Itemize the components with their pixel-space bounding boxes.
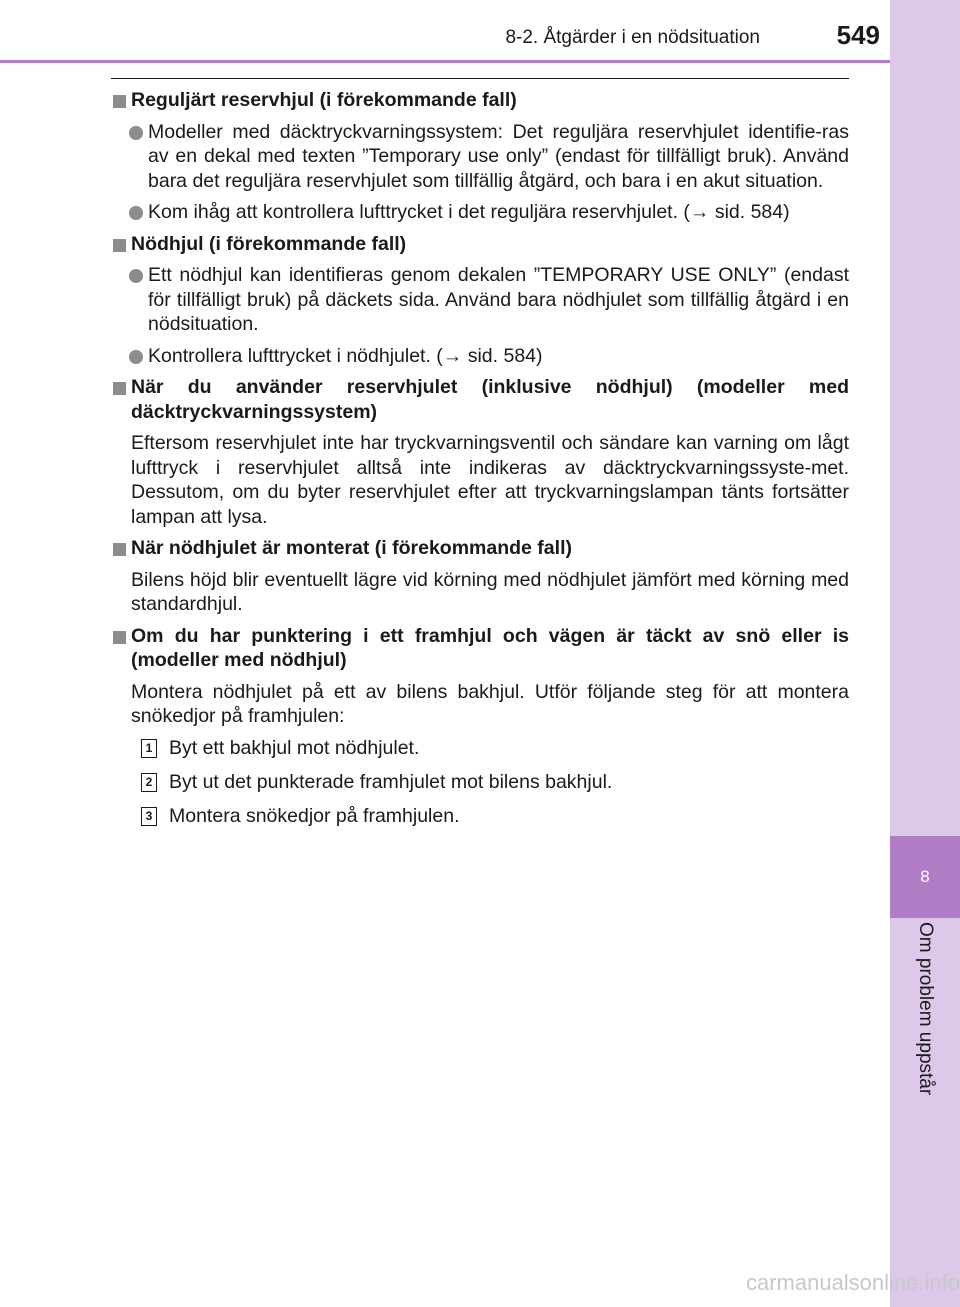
section-heading: Nödhjul (i förekommande fall) xyxy=(111,232,849,257)
section-paragraph: Bilens höjd blir eventuellt lägre vid körning med nödhjulet jämfört med körning med standardhjul. xyxy=(131,568,849,615)
step-number-box: 3 xyxy=(141,807,157,826)
page-number: 549 xyxy=(836,20,880,50)
square-bullet-icon xyxy=(111,232,131,257)
page-content xyxy=(111,88,849,838)
section-heading: Om du har punktering i ett framhjul och vägen är täckt av snö eller is (modeller med nödhjul) xyxy=(111,624,849,673)
square-bullet-icon xyxy=(111,88,131,113)
step-text: Byt ut det punkterade framhjulet mot bilens bakhjul. xyxy=(169,770,613,793)
round-bullet-icon xyxy=(128,263,148,337)
list-item: Kom ihåg att kontrollera lufttrycket i det reguljära reservhjulet. (→ sid. 584) xyxy=(128,200,849,225)
chapter-sidebar xyxy=(890,0,960,1307)
step-item xyxy=(141,770,849,795)
content-top-rule xyxy=(111,78,849,79)
round-bullet-icon xyxy=(128,120,148,194)
section-title: 8-2. Åtgärder i en nödsituation xyxy=(505,27,760,48)
square-bullet-icon xyxy=(111,624,131,673)
section-heading: När nödhjulet är monterat (i förekommande fall) xyxy=(111,536,849,561)
list-item: Kontrollera lufttrycket i nödhjulet. (→ sid. 584) xyxy=(128,344,849,369)
chapter-number-tab[interactable]: 8 xyxy=(890,836,960,918)
header-rule xyxy=(0,60,890,63)
section-paragraph: Eftersom reservhjulet inte har tryckvarningsventil och sändare kan varning om lågt lufttryck i reservhjulet alltså inte indikeras av däcktryckvarningssyste-met. Dessutom, om du byter reservhjulet efter att tryckvarningslampan tänts fortsätter lampan att lysa. xyxy=(131,432,849,528)
step-number-box: 2 xyxy=(141,773,157,792)
chapter-title-text: Om problem uppstår xyxy=(915,922,936,1096)
step-text: Montera snökedjor på framhjulen. xyxy=(169,804,460,827)
square-bullet-icon xyxy=(111,375,131,424)
step-item xyxy=(141,736,849,761)
step-number-box: 1 xyxy=(141,739,157,758)
square-bullet-icon xyxy=(111,536,131,561)
watermark: carmanualsonline.info xyxy=(745,1270,960,1295)
section-heading: När du använder reservhjulet (inklusive nödhjul) (modeller med däcktryckvarningssystem) xyxy=(111,375,849,424)
section-heading: Reguljärt reservhjul (i förekommande fall) xyxy=(111,88,849,113)
round-bullet-icon xyxy=(128,200,148,225)
round-bullet-icon xyxy=(128,344,148,369)
chapter-title xyxy=(890,922,960,1122)
section-paragraph: Montera nödhjulet på ett av bilens bakhjul. Utför följande steg för att montera snökedjor på framhjulen: xyxy=(131,680,849,727)
step-text: Byt ett bakhjul mot nödhjulet. xyxy=(169,736,420,759)
step-item xyxy=(141,804,849,829)
list-item: Ett nödhjul kan identifieras genom dekalen ”TEMPORARY USE ONLY” (endast för tillfälligt bruk) på däckets sida. Använd bara nödhjulet som tillfällig åtgärd i en nödsituation. xyxy=(128,263,849,337)
list-item: Modeller med däcktryckvarningssystem: Det reguljära reservhjulet identifie-ras av en dekal med texten ”Temporary use only” (endast för tillfälligt bruk). Använd bara det reguljära reservhjulet som tillfällig åtgärd, och bara i en akut situation. xyxy=(128,120,849,194)
